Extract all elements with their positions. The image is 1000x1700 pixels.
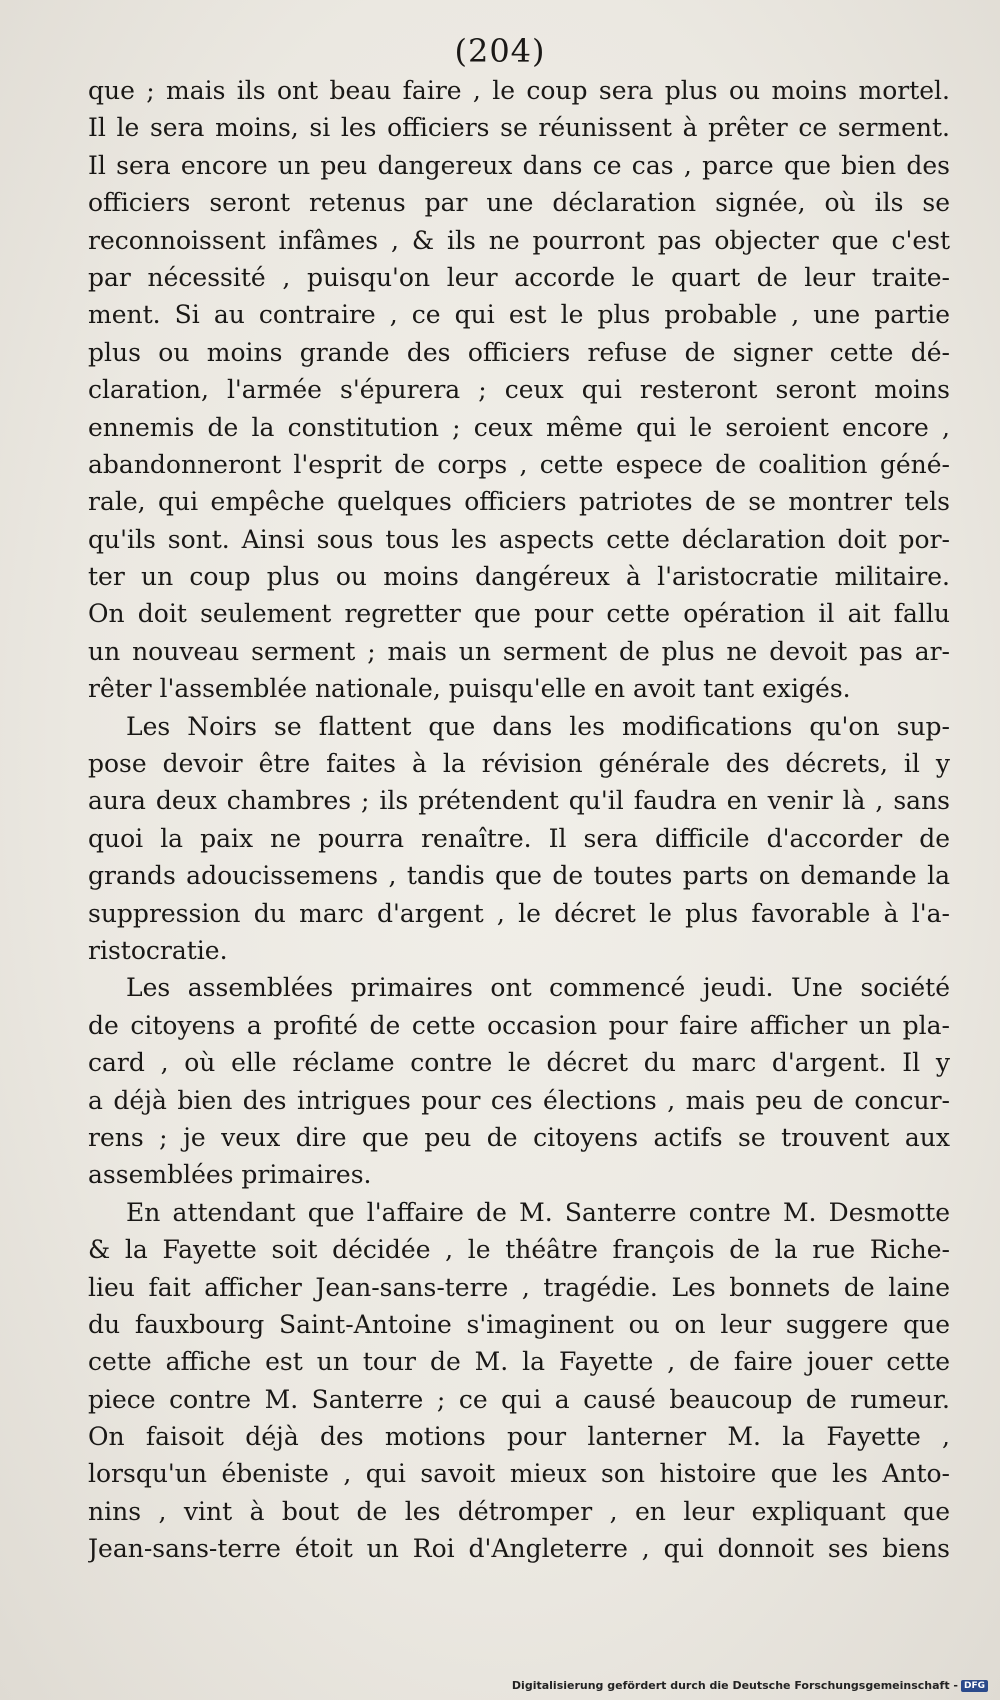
text-line: quoi la paix ne pourra renaître. Il sera difficile d'accorder de [88, 823, 950, 853]
page-number: (204) [454, 32, 546, 70]
text-line: Jean-sans-terre étoit un Roi d'Angleterre , qui donnoit ses biens [88, 1534, 950, 1564]
text-line: On faisoit déjà des motions pour lanterner M. la Fayette , [88, 1422, 950, 1452]
credit-text: Digitalisierung gefördert durch die Deutsche Forschungsgemeinschaft - [511, 1679, 958, 1692]
text-line: aura deux chambres ; ils prétendent qu'il faudra en venir là , sans [88, 786, 950, 816]
text-line: officiers seront retenus par une déclaration signée, où ils se [88, 188, 950, 218]
digitization-credit [512, 1679, 988, 1692]
text-line: & la Fayette soit décidée , le théâtre françois de la rue Riche- [88, 1235, 950, 1265]
text-line: En attendant que l'affaire de M. Santerre contre M. Desmotte [126, 1197, 950, 1227]
text-line: rale, qui empêche quelques officiers patriotes de se montrer tels [88, 487, 950, 517]
text-line: a déjà bien des intrigues pour ces élections , mais peu de concur- [88, 1085, 950, 1115]
text-line: On doit seulement regretter que pour cette opération il ait fallu [88, 599, 950, 629]
text-line: claration, l'armée s'épurera ; ceux qui resteront seront moins [88, 375, 950, 405]
text-line: pose devoir être faites à la révision générale des décrets, il y [88, 749, 950, 779]
text-line: reconnoissent infâmes , & ils ne pourront pas objecter que c'est [88, 225, 950, 255]
text-line: ennemis de la constitution ; ceux même qui le seroient encore , [88, 412, 950, 442]
text-line: suppression du marc d'argent , le décret le plus favorable à l'a- [88, 898, 950, 928]
text-line: piece contre M. Santerre ; ce qui a causé beaucoup de rumeur. [88, 1384, 950, 1414]
text-line: du fauxbourg Saint-Antoine s'imaginent ou on leur suggere que [88, 1309, 950, 1339]
text-line: de citoyens a profité de cette occasion pour faire afficher un pla- [88, 1010, 950, 1040]
text-line: Les Noirs se flattent que dans les modifications qu'on sup- [126, 711, 950, 741]
text-line: assemblées primaires. [88, 1160, 372, 1190]
text-line: ment. Si au contraire , ce qui est le plus probable , une partie [88, 300, 950, 330]
text-line: rens ; je veux dire que peu de citoyens actifs se trouvent aux [88, 1122, 950, 1152]
text-line: Il le sera moins, si les officiers se réunissent à prêter ce serment. [88, 113, 950, 143]
text-line: un nouveau serment ; mais un serment de plus ne devoit pas ar- [88, 636, 950, 666]
text-line: que ; mais ils ont beau faire , le coup sera plus ou moins mortel. [88, 76, 950, 105]
text-line: par nécessité , puisqu'on leur accorde le quart de leur traite- [88, 262, 950, 292]
text-line: abandonneront l'esprit de corps , cette espece de coalition géné- [88, 449, 950, 479]
text-line: nins , vint à bout de les détromper , en leur expliquant que [88, 1496, 950, 1526]
body-text [88, 72, 950, 1568]
text-line: lorsqu'un ébeniste , qui savoit mieux son histoire que les Anto- [88, 1459, 950, 1489]
text-line: cette affiche est un tour de M. la Fayette , de faire jouer cette [88, 1347, 950, 1377]
text-line: ristocratie. [88, 935, 228, 965]
text-line: ter un coup plus ou moins dangéreux à l'aristocratie militaire. [88, 562, 950, 592]
text-line: qu'ils sont. Ainsi sous tous les aspects cette déclaration doit por- [88, 524, 950, 554]
text-line: plus ou moins grande des officiers refuse de signer cette dé- [88, 337, 950, 367]
text-line: lieu fait afficher Jean-sans-terre , tragédie. Les bonnets de laine [88, 1272, 950, 1302]
dfg-logo-icon: DFG [961, 1680, 988, 1692]
text-line: rêter l'assemblée nationale, puisqu'elle en avoit tant exigés. [88, 674, 851, 704]
text-line: card , où elle réclame contre le décret du marc d'argent. Il y [88, 1048, 950, 1078]
text-line: Les assemblées primaires ont commencé jeudi. Une société [126, 973, 950, 1003]
text-line: grands adoucissemens , tandis que de toutes parts on demande la [88, 861, 950, 891]
text-line: Il sera encore un peu dangereux dans ce cas , parce que bien des [88, 150, 950, 180]
